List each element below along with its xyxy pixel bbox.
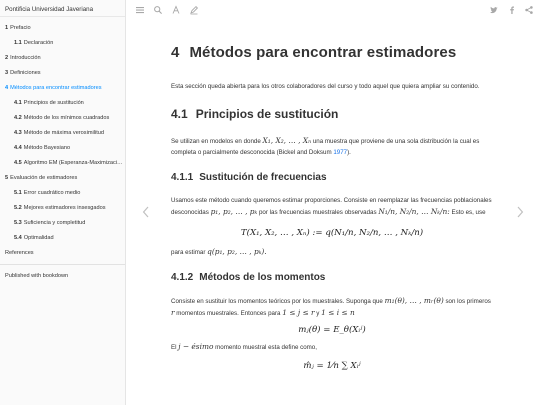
toc-item-number: 3: [5, 70, 9, 76]
toc-item-label: References: [5, 250, 34, 256]
toc-item[interactable]: [0, 156, 125, 171]
citation-link[interactable]: 1977: [333, 149, 348, 156]
text: una muestra que proviene de una sola distribución: [312, 138, 452, 145]
text: momentos muestrales. Entonces para: [176, 310, 281, 317]
previous-page-arrow-icon[interactable]: [142, 206, 150, 218]
paragraph-4-1-2-moment: [171, 341, 493, 353]
toc-item[interactable]: [0, 66, 125, 81]
section-title-text: Sustitución de frecuencias: [199, 172, 327, 183]
text: Esto es, use: [451, 209, 486, 216]
paragraph-4-1-1-end: [171, 246, 493, 258]
section-title-4-1: [171, 107, 493, 121]
toc-item[interactable]: [0, 186, 125, 201]
toc-item-label: Introducción: [10, 55, 41, 61]
toc-item-label: Algoritmo EM (Esperanza-Maximización): [23, 160, 125, 166]
text: la cual es completa o parcialmente desconocida (Bickel and Doksum: [171, 138, 480, 156]
toc-item-label: Declaración: [23, 40, 54, 46]
toc-item-label: Métodos para encontrar estimadores: [10, 85, 102, 91]
toc-item-label: Mejores estimadores insesgados: [23, 205, 106, 211]
text: momento muestral esta define como,: [215, 344, 317, 351]
toc-item-label: Prefacio: [10, 25, 31, 31]
intro-paragraph: Esta sección queda abierta para los otros colaboradores del curso y todo aquel que quiera ampliar su contenido.: [171, 83, 480, 90]
toc-item-number: 1: [5, 25, 9, 31]
text: El: [171, 344, 177, 351]
toc-item-number: 4: [5, 85, 9, 91]
text: son: [445, 298, 456, 305]
toc-item-label: Definiciones: [10, 70, 41, 76]
math-inline: 1 ≤ i ≤ n: [321, 308, 355, 317]
toc-item-label: Suficiencia y completitud: [23, 220, 86, 226]
toc-item-label: Evaluación de estimadores: [10, 175, 78, 181]
math-inline: X₁, X₂, … , Xₙ: [262, 136, 312, 145]
math-inline: m₁(θ), … , mᵣ(θ): [384, 296, 444, 305]
main-content: [171, 44, 493, 371]
math-inline: r: [171, 308, 175, 317]
text: Se utilizan en modelos en donde: [171, 138, 261, 145]
toc-item[interactable]: [0, 96, 125, 111]
table-of-contents: [0, 21, 125, 261]
toc-item[interactable]: [0, 216, 125, 231]
toc-item-label: Principios de sustitución: [23, 100, 84, 106]
math-inline: j − ésimo: [178, 342, 214, 351]
section-title-text: Métodos de los momentos: [199, 272, 326, 283]
toc-item-number: 1.1: [14, 40, 22, 46]
toc-item-number: 5.4: [14, 235, 22, 241]
toc-item-number: 4.1: [14, 100, 22, 106]
toc-item[interactable]: [0, 201, 125, 216]
toc-item[interactable]: [0, 21, 125, 36]
toc-item-label: Error cuadrático medio: [23, 190, 81, 196]
next-page-arrow-icon[interactable]: [516, 206, 524, 218]
text: Usamos este método cuando queremos estimar proporciones. Consiste en reemplazar las frecuencias: [171, 197, 452, 204]
toc-item-number: 5.2: [14, 205, 22, 211]
section-title-4-1-2: [171, 272, 493, 283]
display-equation: T(X₁, X₂, … , Xₙ) := q(N₁/n, N₂/n, … , Nₖ/n): [240, 228, 424, 238]
published-with-link[interactable]: Published with bookdown: [5, 273, 69, 279]
facebook-icon[interactable]: [507, 5, 517, 15]
chapter-number: 4: [171, 44, 180, 61]
toc-item-number: 5: [5, 175, 9, 181]
toc-item[interactable]: [0, 81, 125, 96]
sidebar: [0, 0, 126, 405]
chapter-title-text: Métodos para encontrar estimadores: [189, 44, 457, 61]
text: para estimar: [171, 249, 206, 256]
section-title-text: Principios de sustitución: [195, 107, 339, 121]
toc-item-number: 4.4: [14, 145, 22, 151]
toc-item-label: Método de máxima verosimilitud: [23, 130, 104, 136]
text: los primeros: [457, 298, 491, 305]
display-equation: mⱼ(θ) = E_θ(Xᵢʲ): [298, 325, 366, 335]
toc-item[interactable]: [0, 36, 125, 51]
section-title-4-1-1: [171, 172, 493, 183]
paragraph-4-1-1: [171, 195, 493, 218]
math-inline: 1 ≤ j ≤ r: [282, 308, 315, 317]
section-number: 4.1.1: [171, 172, 194, 183]
math-inline: p₁, p₂, … , pₖ: [210, 207, 258, 216]
menu-icon[interactable]: [135, 5, 145, 15]
paragraph-4-1: [171, 135, 493, 158]
toc-item[interactable]: [0, 231, 125, 246]
text: poblacionales desconocidas: [171, 197, 492, 216]
share-icon[interactable]: [524, 5, 534, 15]
text: Consiste en sustituir los momentos teóricos por los muestrales. Suponga que: [171, 298, 383, 305]
toc-item-number: 4.2: [14, 115, 22, 121]
search-icon[interactable]: [153, 5, 163, 15]
section-number: 4.1.2: [171, 272, 194, 283]
section-number: 4.1: [171, 107, 188, 121]
book-title[interactable]: Pontificia Universidad Javeriana: [0, 0, 125, 17]
math-inline: q(p₁, p₂, … , pₖ).: [207, 247, 267, 256]
font-settings-icon[interactable]: [171, 5, 181, 15]
toc-item[interactable]: [0, 246, 125, 261]
edit-icon[interactable]: [189, 5, 199, 15]
text: y: [316, 310, 320, 317]
toolbar: [127, 0, 540, 22]
toc-item-number: 4.3: [14, 130, 22, 136]
paragraph-4-1-2: [171, 295, 493, 319]
display-equation: m̂ⱼ = 1⁄n ∑ Xᵢʲ: [303, 361, 361, 371]
toc-item-label: Método de los mínimos cuadrados: [23, 115, 110, 121]
toc-item[interactable]: [0, 171, 125, 186]
toc-item-number: 5.1: [14, 190, 22, 196]
chapter-title: [171, 44, 493, 61]
toc-item[interactable]: [0, 141, 125, 156]
sidebar-divider: [0, 264, 125, 265]
twitter-icon[interactable]: [489, 5, 499, 15]
toc-item-number: 2: [5, 55, 9, 61]
toc-item-label: Método Bayesiano: [23, 145, 71, 151]
toc-item-number: 4.5: [14, 160, 22, 166]
toc-item[interactable]: [0, 51, 125, 66]
math-inline: N₁/n, N₂/n, … Nₖ/n:: [378, 207, 450, 216]
toc-item-label: Optimalidad: [23, 235, 54, 241]
toc-item-number: 5.3: [14, 220, 22, 226]
text: por las frecuencias muestrales observadas: [258, 209, 377, 216]
toc-item[interactable]: [0, 126, 125, 141]
text: ).: [347, 149, 351, 156]
toc-item[interactable]: [0, 111, 125, 126]
